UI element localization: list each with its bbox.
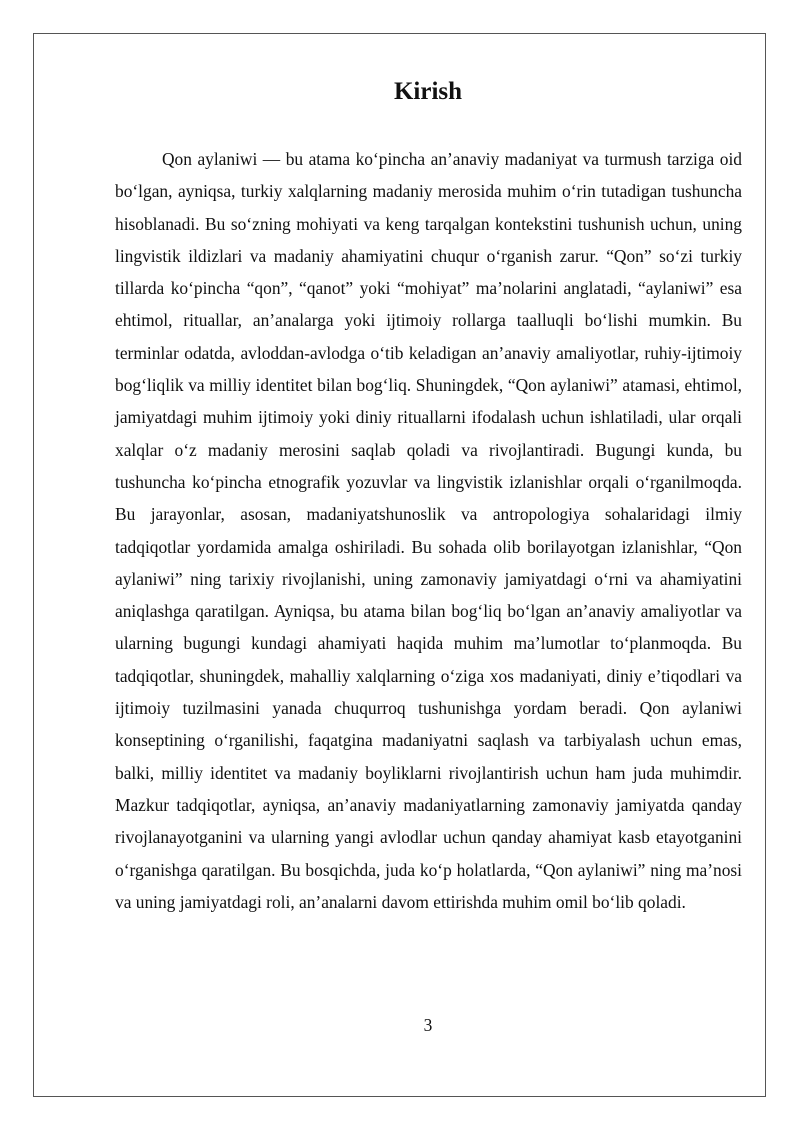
page-number: 3: [423, 1015, 433, 1035]
page-title: Kirish: [393, 78, 463, 105]
body-paragraph: Qon aylaniwi — bu atama ko‘pincha an’anaviy madaniyat va turmush tarziga oid bo‘lgan, ayniqsa, turkiy xalqlarning madaniy merosida muhim o‘rin tutadigan tushuncha hisoblanadi. Bu so‘zning mohiyati va keng tarqalgan kontekstini tushunish uchun, uning lingvistik ildizlari va madaniy ahamiyatini chuqur o‘rganish zarur. “Qon” so‘zi turkiy tillarda ko‘pincha “qon”, “qanot” yoki “mohiyat” ma’nolarini anglatadi, “aylaniwi” esa ehtimol, rituallar, an’analarga yoki ijtimoiy rollarga taalluqli bo‘lishi mumkin. Bu terminlar odatda, avloddan-avlodga o‘tib keladigan an’anaviy amaliyotlar, ruhiy-ijtimoiy bog‘liqlik va milliy identitet bilan bog‘liq. Shuningdek, “Qon aylaniwi” atamasi, ehtimol, jamiyatdagi muhim ijtimoiy yoki diniy rituallarni ifodalash uchun ishlatiladi, ular orqali xalqlar o‘z madaniy merosini saqlab qoladi va rivojlantiradi. Bugungi kunda, bu tushuncha ko‘pincha etnografik yozuvlar va lingvistik izlanishlar orqali o‘rganilmoqda. Bu jarayonlar, asosan, madaniyatshunoslik va antropologiya sohalaridagi ilmiy tadqiqotlar yordamida amalga oshiriladi. Bu sohada olib borilayotgan izlanishlar, “Qon aylaniwi” ning tarixiy rivojlanishi, uning zamonaviy jamiyatdagi o‘rni va ahamiyatini aniqlashga qaratilgan. Ayniqsa, bu atama bilan bog‘liq bo‘lgan an’anaviy amaliyotlar va ularning bugungi kundagi ahamiyati haqida muhim ma’lumotlar to‘planmoqda. Bu tadqiqotlar, shuningdek, mahalliy xalqlarning o‘ziga xos madaniyati, diniy e’tiqodlari va ijtimoiy tuzilmasini yanada chuqurroq tushunishga yordam beradi. Qon aylaniwi konseptining o‘rganilishi, faqatgina madaniyatni saqlash va tarbiyalash uchun emas, balki, milliy identitet va madaniy boyliklarni rivojlantirish uchun ham juda muhimdir. Mazkur tadqiqotlar, ayniqsa, an’anaviy madaniyatlarning zamonaviy jamiyatda qanday rivojlanayotganini va ularning yangi avlodlar uchun qanday ahamiyat kasb etayotganini o‘rganishga qaratilgan. Bu bosqichda, juda ko‘p holatlarda, “Qon aylaniwi” ning ma’nosi va uning jamiyatdagi roli, an’analarni davom ettirishda muhim omil bo‘lib qoladi.: [115, 149, 742, 912]
